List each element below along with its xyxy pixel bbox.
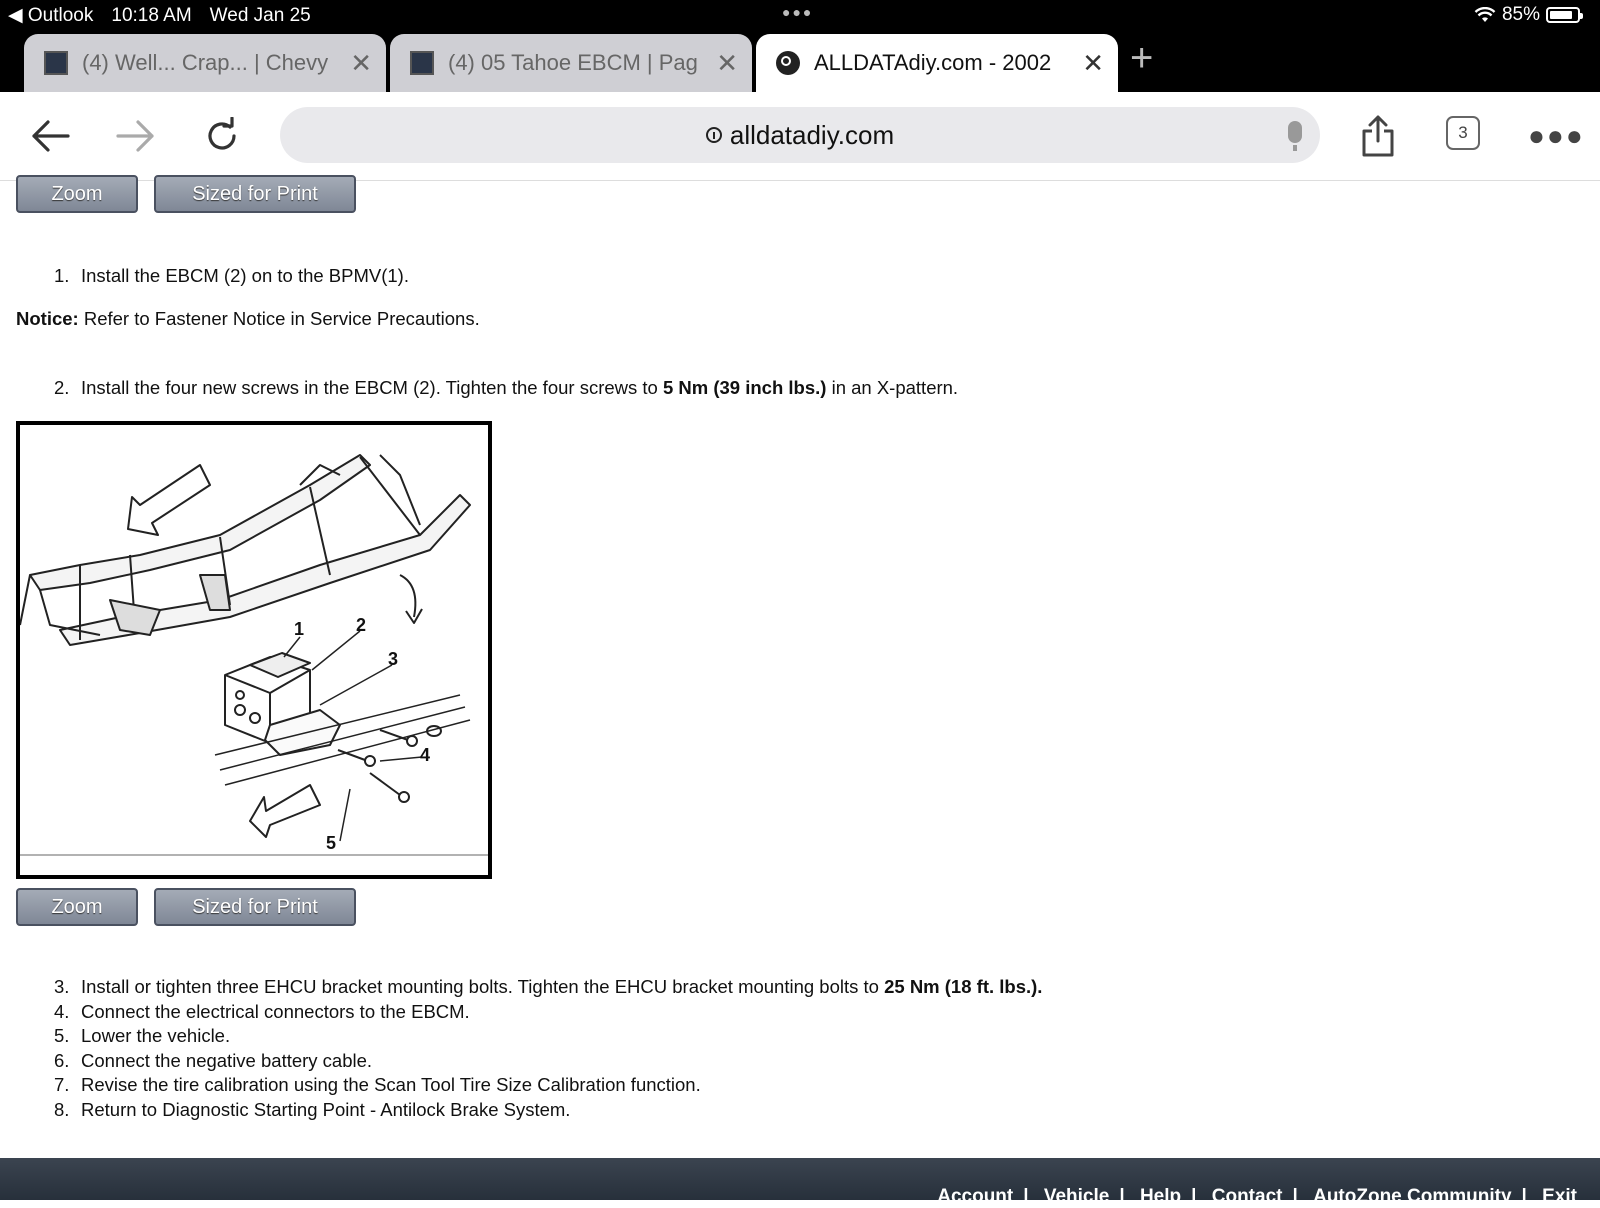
frame-and-ebcm-illustration [20,425,488,875]
footer-link-exit[interactable]: Exit [1542,1186,1577,1207]
tab-title: (4) 05 Tahoe EBCM | Pag [448,50,698,75]
browser-toolbar [0,92,1600,181]
new-tab-plus-icon[interactable]: + [1130,36,1154,80]
status-date: Wed Jan 25 [209,4,311,26]
step-number: 5. [54,1025,70,1046]
footer-links [932,1186,1582,1208]
close-tab-icon[interactable]: ✕ [1082,47,1104,78]
wifi-icon [1474,7,1496,23]
zoom-button[interactable]: Zoom [16,888,138,926]
close-tab-icon[interactable]: ✕ [716,47,738,78]
tab-title: (4) Well... Crap... | Chevy [82,50,329,75]
list-item [54,1000,1042,1025]
step-text-before: Install or tighten three EHCU bracket mounting bolts. Tighten the EHCU bracket mounting bolts to [81,976,885,997]
more-menu-icon[interactable]: ●●● [1528,120,1585,151]
fastener-notice [16,308,480,330]
list-item [54,264,409,289]
battery-percent: 85% [1501,4,1540,25]
battery-icon [1546,7,1580,23]
address-bar[interactable] [280,107,1320,163]
list-item [54,1024,1042,1049]
step-number: 8. [54,1098,70,1120]
multitasking-dots-icon[interactable]: ●●● [782,4,814,20]
forum-favicon-icon [410,51,434,75]
step-text: Revise the tire calibration using the Scan Tool Tire Size Calibration function. [81,1074,701,1095]
step-number: 6. [54,1049,70,1071]
forum-favicon-icon [44,51,68,75]
step-number: 1. [54,265,70,286]
close-tab-icon[interactable]: ✕ [350,47,372,78]
torque-spec: 5 Nm (39 inch lbs.) [662,377,827,398]
callout-4: 4 [420,745,431,765]
back-to-app-link[interactable]: ◀ Outlook [8,5,94,26]
tab-tahoe-ebcm[interactable] [390,34,752,92]
footer-link-contact[interactable]: Contact [1211,1186,1283,1207]
figure-buttons-top [16,175,356,213]
zoom-button[interactable]: Zoom [16,175,138,213]
step-text: Return to Diagnostic Starting Point - Antilock Brake System. [81,1098,571,1120]
torque-spec: 25 Nm (18 ft. lbs.). [884,976,1043,997]
step-text [81,975,1042,1000]
step-number: 3. [54,976,70,997]
step-number: 7. [54,1074,70,1095]
footer-separator: | [1292,1186,1298,1207]
step-text [81,376,958,401]
notice-text: Refer to Fastener Notice in Service Precautions. [78,308,480,329]
figure-buttons-bottom [16,888,356,926]
footer-link-vehicle[interactable]: Vehicle [1043,1186,1110,1207]
direction-arrow-icon [250,785,320,837]
step-number: 2. [54,377,70,398]
reload-icon[interactable] [198,112,246,160]
microphone-icon[interactable] [1288,121,1302,143]
tab-chevy-forum[interactable] [24,34,386,92]
direction-arrow-icon [128,465,210,535]
step-text: Lower the vehicle. [81,1025,231,1046]
tab-title: ALLDATAdiy.com - 2002 [814,50,1052,75]
list-item [54,975,1042,1000]
globe-icon [776,51,800,75]
step-list-1 [54,264,409,289]
step-text: Install the EBCM (2) on to the BPMV(1). [81,265,409,286]
step-text-after: in an X-pattern. [826,377,959,398]
footer-link-autozone-community[interactable]: AutoZone Community [1313,1186,1512,1207]
status-time: 10:18 AM [111,4,192,26]
callout-5: 5 [326,833,337,853]
footer-link-help[interactable]: Help [1139,1186,1182,1207]
callout-3: 3 [388,649,399,669]
footer-separator: | [1119,1186,1125,1207]
step-text: Connect the electrical connectors to the EBCM. [81,1000,470,1022]
list-item [54,1098,1042,1123]
site-footer [0,1158,1600,1207]
step-list-3 [54,975,1042,1122]
back-arrow-icon[interactable] [26,112,74,160]
step-list-2 [54,376,958,401]
back-app-label: Outlook [27,5,94,26]
status-bar [0,0,1600,32]
list-item [54,1049,1042,1074]
footer-separator: | [1521,1186,1527,1207]
notice-label: Notice: [16,308,79,329]
tab-alldatadiy[interactable] [756,34,1118,92]
url-text: alldatadiy.com [729,119,895,150]
step-text: Connect the negative battery cable. [81,1049,373,1071]
sized-for-print-button[interactable]: Sized for Print [154,175,356,213]
ebcm-installation-diagram [16,421,492,879]
callout-2: 2 [356,615,367,635]
sized-for-print-button[interactable]: Sized for Print [154,888,356,926]
footer-separator: | [1023,1186,1029,1207]
step-number: 4. [54,1000,70,1022]
tab-count-button[interactable]: 3 [1446,116,1480,150]
forward-arrow-icon[interactable] [112,112,160,160]
tab-bar [0,32,1600,92]
list-item [54,1073,1042,1098]
footer-link-account[interactable]: Account [937,1186,1014,1207]
step-text-before: Install the four new screws in the EBCM (2). Tighten the four screws to [81,377,663,398]
list-item [54,376,958,401]
share-icon[interactable] [1354,112,1402,160]
footer-separator: | [1191,1186,1197,1207]
callout-1: 1 [294,619,305,639]
site-info-icon[interactable] [706,127,722,143]
